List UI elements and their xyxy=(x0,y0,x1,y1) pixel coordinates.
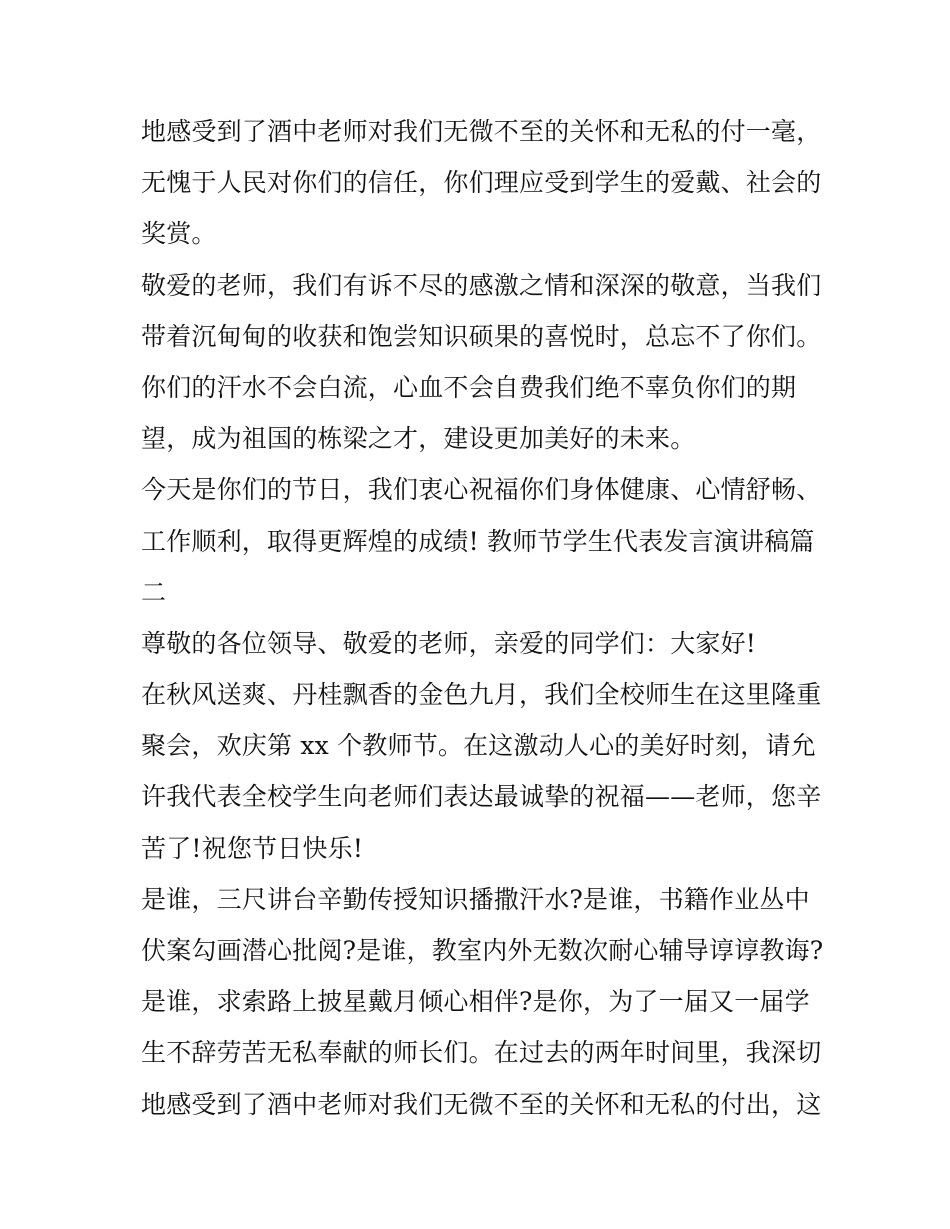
text-line: 地感受到了酒中老师对我们无微不至的关怀和无私的付出，这 xyxy=(141,1089,822,1119)
text-line: 生不辞劳苦无私奉献的师长们。在过去的两年时间里，我深切 xyxy=(141,1038,822,1068)
text-line: 地感受到了酒中老师对我们无微不至的关怀和无私的付一毫， xyxy=(141,117,822,146)
text-line: 奖赏。 xyxy=(141,219,217,249)
text-line: 二 xyxy=(141,577,167,607)
text-line: 在秋风送爽、丹桂飘香的金色九月，我们全校师生在这里隆重 xyxy=(141,680,822,710)
text-line: 敬爱的老师，我们有诉不尽的感激之情和深深的敬意，当我们 xyxy=(141,270,822,300)
text-line: 是谁，求索路上披星戴月倾心相伴?是你，为了一届又一届学 xyxy=(141,987,810,1017)
text-line: 尊敬的各位领导、敬爱的老师，亲爱的同学们：大家好! xyxy=(141,628,757,658)
text-line: 望，成为祖国的栋梁之才，建设更加美好的未来。 xyxy=(141,424,696,454)
text-line: 今天是你们的节日，我们衷心祝福你们身体健康、心情舒畅、 xyxy=(141,475,822,505)
text-line: 带着沉甸甸的收获和饱尝知识硕果的喜悦时，总忘不了你们。 xyxy=(141,321,822,351)
text-line: 苦了!祝您节日快乐! xyxy=(141,833,364,863)
document-text-body xyxy=(141,106,824,1130)
text-line: 许我代表全校学生向老师们表达最诚挚的祝福——老师，您辛 xyxy=(141,782,822,812)
text-line: 无愧于人民对你们的信任，你们理应受到学生的爱戴、社会的 xyxy=(141,168,822,198)
text-line: 你们的汗水不会白流，心血不会自费我们绝不辜负你们的期 xyxy=(141,372,797,402)
text-line: 工作顺利，取得更辉煌的成绩! 教师节学生代表发言演讲稿篇 xyxy=(141,526,815,556)
text-line: 伏案勾画潜心批阅?是谁，教室内外无数次耐心辅导谆谆教诲? xyxy=(141,936,824,965)
text-line: 聚会，欢庆第 xx 个教师节。在这激动人心的美好时刻，请允 xyxy=(141,731,816,761)
text-line: 是谁，三尺讲台辛勤传授知识播撒汗水?是谁，书籍作业丛中 xyxy=(141,884,810,914)
